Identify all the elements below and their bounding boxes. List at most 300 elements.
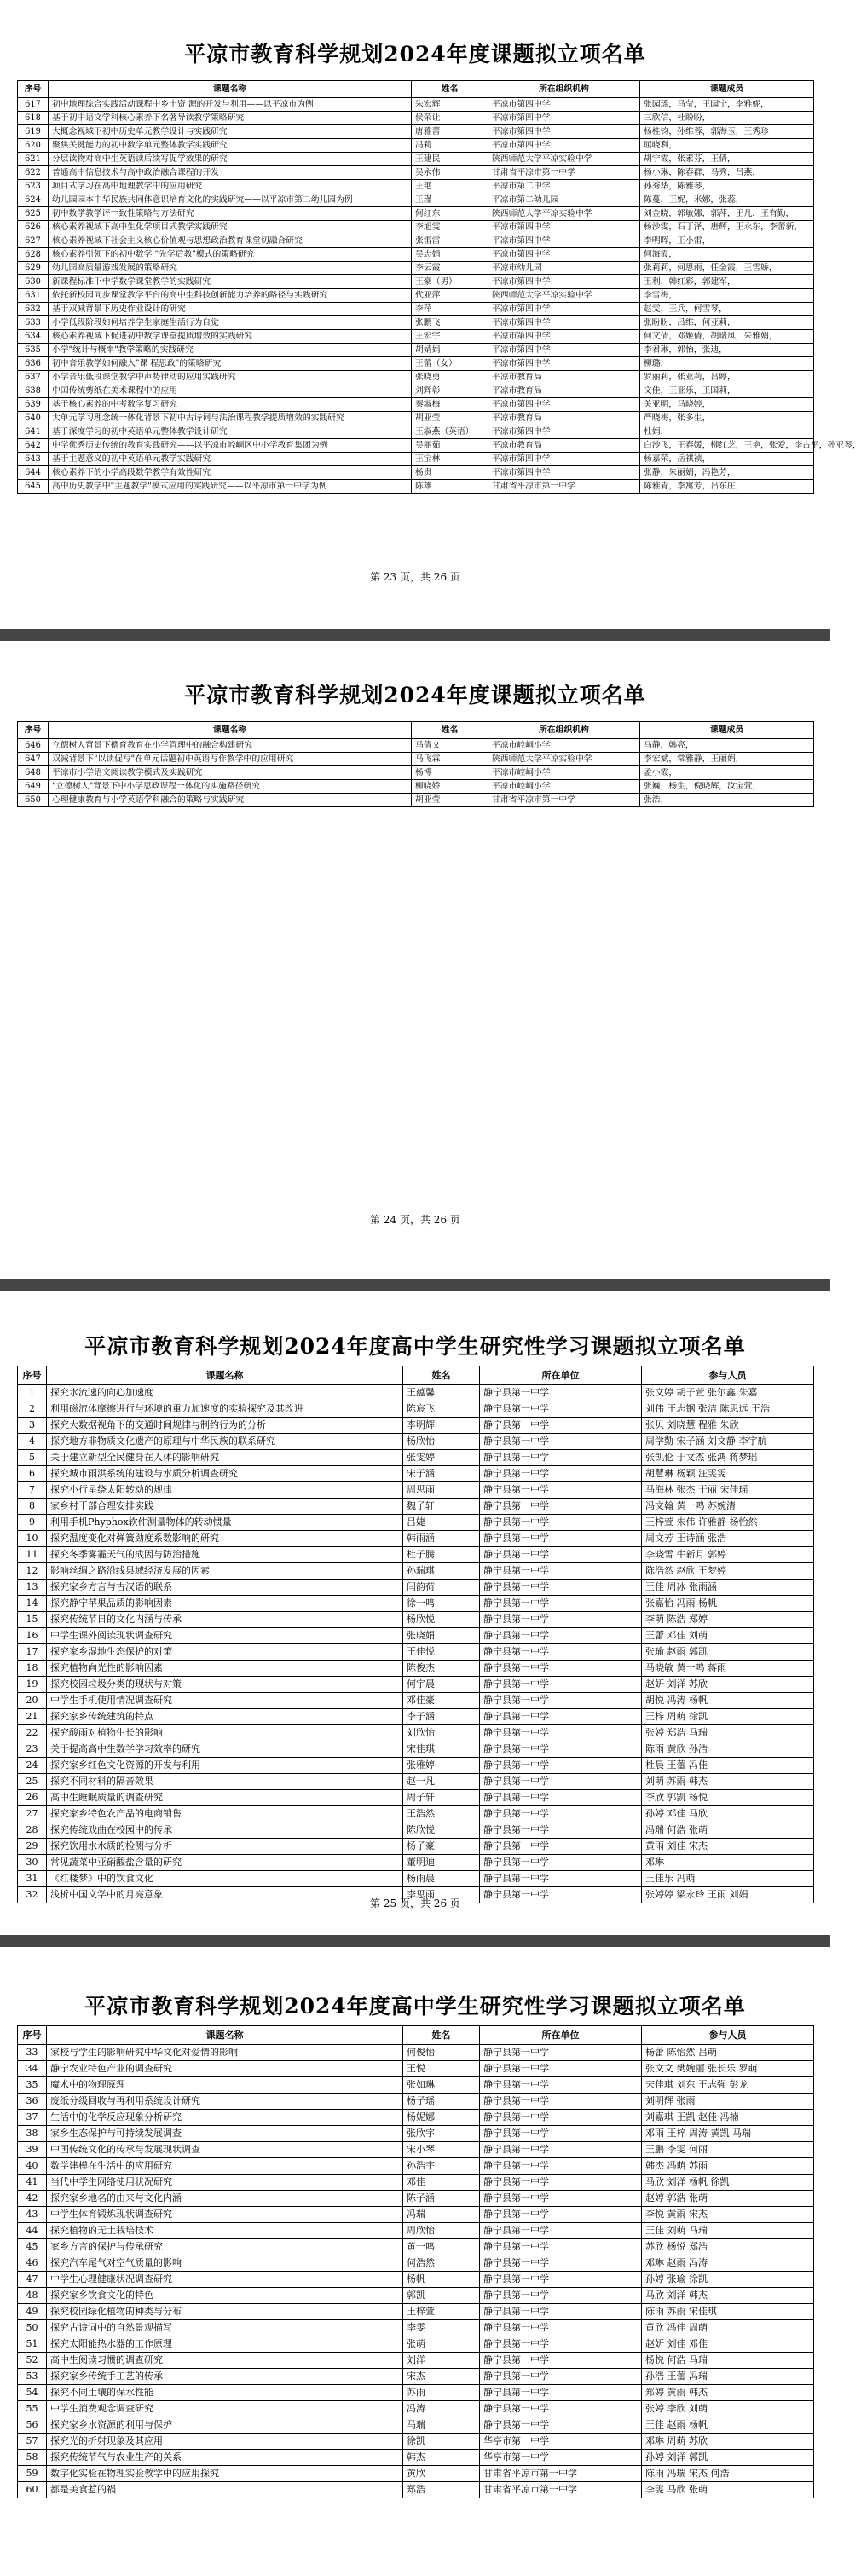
page-number: 第 24 页，共 26 页 [370,1214,460,1226]
row-number: 632 [18,303,49,316]
leader-name: 韩雨涵 [403,1531,480,1547]
row-number: 17 [18,1644,47,1661]
leader-name: 陈雄 [412,480,488,494]
project-title: 小学"统计与概率"教学策略的实践研究 [49,344,412,357]
members: 刘明辉 张雨 [642,2094,814,2110]
project-title: 中国传统文化的传承与发展现状调查 [47,2142,403,2158]
organization: 平凉市第四中学 [488,466,640,480]
table-row [18,1580,814,1596]
leader-name: 赵一凡 [403,1774,480,1790]
row-number: 53 [18,2369,47,2385]
organization: 静宁县第一中学 [480,2272,642,2288]
header-cell: 课题名称 [47,2026,403,2045]
organization: 静宁县第一中学 [480,1499,642,1515]
table-row [18,2255,814,2272]
table-row [18,153,814,166]
table-row [18,1628,814,1644]
row-number: 6 [18,1466,47,1482]
leader-name: 李旭雯 [412,221,488,234]
row-number: 1 [18,1385,47,1401]
table-row [18,2207,814,2223]
row-number: 639 [18,398,49,412]
members: 陈雨 冯瑞 宋杰 何浩 [642,2466,814,2482]
table-row [18,1806,814,1822]
organization: 静宁县第一中学 [480,1482,642,1499]
members: 赵雯，王兵，何雪琴， [640,303,814,316]
members: 韩杰 冯萌 苏雨 [642,2158,814,2175]
leader-name: 刘洋 [403,2353,480,2369]
members: 郑婷 黄雨 韩杰 [642,2385,814,2401]
leader-name: 冯涛 [403,2401,480,2417]
table-row [18,1563,814,1580]
organization: 静宁县第一中学 [480,1677,642,1693]
project-title: 利用手机Phyphox软件测量物体的转动惯量 [47,1515,403,1531]
table-row [18,1515,814,1531]
organization: 平凉市第四中学 [488,275,640,289]
leader-name: 马瑞 [403,2417,480,2434]
leader-name: 张晓娟 [403,1628,480,1644]
organization: 静宁县第一中学 [480,1693,642,1709]
row-number: 38 [18,2126,47,2142]
project-title: 静宁农业特色产业的调查研究 [47,2061,403,2077]
header-cell: 所在单位 [480,2026,642,2045]
organization: 平凉市教育局 [488,384,640,398]
row-number: 55 [18,2401,47,2417]
row-number: 40 [18,2158,47,2175]
members: 刘金晓，郭敏娜，郭萍，王凡，王有勤， [640,207,814,221]
row-number: 641 [18,425,49,439]
table-row [18,2369,814,2385]
project-title: 幼儿园高质量游戏发展的策略研究 [49,262,412,275]
leader-name: 郭凯 [403,2288,480,2304]
row-number: 21 [18,1709,47,1725]
leader-name: 秦淑梅 [412,398,488,412]
organization: 静宁县第一中学 [480,1628,642,1644]
table-row [18,1677,814,1693]
row-number: 23 [18,1741,47,1758]
row-number: 36 [18,2094,47,2110]
table-row [18,794,814,807]
table-row [18,753,814,766]
organization: 甘肃省平凉市第一中学 [488,480,640,494]
members: 陈浩然 赵欣 王梦婷 [642,1563,814,1580]
project-title: 探究汽车尾气对空气质量的影响 [47,2255,403,2272]
header-cell: 姓名 [403,1366,480,1385]
leader-name: 宋杰 [403,2369,480,2385]
table-row [18,1758,814,1774]
project-title: 魔术中的物理原理 [47,2077,403,2094]
row-number: 31 [18,1871,47,1887]
members: 周文芳 王诗涵 张浩 [642,1531,814,1547]
row-number: 624 [18,193,49,207]
leader-name: 何俊怡 [403,2045,480,2061]
project-title: 普通高中信息技术与高中政治融合课程的开发 [49,166,412,180]
table-header-row [18,722,814,739]
row-number: 15 [18,1612,47,1628]
members: 刘萌 苏雨 韩杰 [642,1774,814,1790]
organization: 静宁县第一中学 [480,1822,642,1839]
organization: 平凉市第四中学 [488,316,640,330]
row-number: 650 [18,794,49,807]
leader-name: 胡婧娟 [412,344,488,357]
page-25 [0,1291,830,1935]
organization: 静宁县第一中学 [480,1855,642,1871]
members: 屈晓利， [640,139,814,153]
leader-name: 吴永伟 [412,166,488,180]
table-row [18,2450,814,2466]
organization: 静宁县第一中学 [480,2191,642,2207]
members: 马晓敏 黄一鸣 蒋雨 [642,1661,814,1677]
project-title: 探究酸雨对植物生长的影响 [47,1725,403,1741]
members: 王鹏 李雯 何丽 [642,2142,814,2158]
members: 李君琳，郭怡，张迪， [640,344,814,357]
table-row [18,2158,814,2175]
organization: 平凉市第四中学 [488,344,640,357]
table-row [18,1725,814,1741]
members: 王梓萱 朱伟 许雅静 杨怡然 [642,1515,814,1531]
table-row [18,1499,814,1515]
student-project-table [17,2025,814,2498]
project-title: 初中数学教学评一致性策略与方法研究 [49,207,412,221]
table-row [18,2466,814,2482]
members: 王梓 周萌 徐凯 [642,1709,814,1725]
project-title: 生活中的化学反应现象分析研究 [47,2110,403,2126]
leader-name: 韩杰 [403,2450,480,2466]
members: 王蕾 邓佳 刘萌 [642,1628,814,1644]
members: 罗丽莉，张亚莉，吕婷， [640,371,814,384]
project-title: 探究家乡传统手工艺的传承 [47,2369,403,2385]
row-number: 8 [18,1499,47,1515]
project-title: 初中音乐教学如何融入"课 程思政"的策略研究 [49,357,412,371]
project-title: 数字化实验在物理实验教学中的应用探究 [47,2466,403,2482]
leader-name: 柳晓娇 [412,780,488,794]
row-number: 648 [18,766,49,780]
leader-name: 吴志娟 [412,248,488,262]
header-cell: 所在单位 [480,1366,642,1385]
leader-name: 王宝林 [412,453,488,466]
leader-name: 王佳悦 [403,1644,480,1661]
members: 杨悦 何浩 马瑞 [642,2353,814,2369]
table-row [18,2061,814,2077]
leader-name: 邓佳 [403,2175,480,2191]
organization: 静宁县第一中学 [480,2045,642,2061]
row-number: 620 [18,139,49,153]
leader-name: 张萌 [403,2336,480,2353]
table-row [18,2126,814,2142]
table-row [18,2239,814,2255]
project-title: 探究地方非物质文化遗产的原理与中华民族的联系研究 [47,1434,403,1450]
row-number: 30 [18,1855,47,1871]
leader-name: 王蕴馨 [403,1385,480,1401]
project-title: 探究家乡水资源的利用与保护 [47,2417,403,2434]
row-number: 37 [18,2110,47,2126]
table-row [18,2191,814,2207]
members: 孙婷 张瑜 徐凯 [642,2272,814,2288]
row-number: 630 [18,275,49,289]
row-number: 20 [18,1693,47,1709]
leader-name: 苏雨 [403,2385,480,2401]
leader-name: 杨贵 [412,466,488,480]
leader-name: 王蕾（女） [412,357,488,371]
leader-name: 张雅婷 [403,1758,480,1774]
project-title: 关于建立新型全民健身在人体的影响研究 [47,1450,403,1466]
organization: 静宁县第一中学 [480,2077,642,2094]
members: 李萌 陈浩 郑婷 [642,1612,814,1628]
members: 杜娟， [640,425,814,439]
leader-name: 王瑾 [412,193,488,207]
table-row [18,453,814,466]
leader-name: 王淑燕（英语） [412,425,488,439]
table-row [18,275,814,289]
organization: 静宁县第一中学 [480,2239,642,2255]
project-title: 项目式学习在高中地理教学中的应用研究 [49,180,412,193]
organization: 静宁县第一中学 [480,1434,642,1450]
leader-name: 侯荣让 [412,112,488,125]
organization: 静宁县第一中学 [480,1547,642,1563]
row-number: 27 [18,1806,47,1822]
project-title: 探究饮用水水质的检测与分析 [47,1839,403,1855]
organization: 静宁县第一中学 [480,1385,642,1401]
project-title: 探究家乡方言与古汉语的联系 [47,1580,403,1596]
leader-name: 王宏宇 [412,330,488,344]
organization: 平凉市第二幼儿园 [488,193,640,207]
project-table [17,80,861,494]
organization: 静宁县第一中学 [480,1661,642,1677]
members: 赵妍 刘洋 苏欣 [642,1677,814,1693]
members: 陈蔓，王妮，米娜，张蕊， [640,193,814,207]
project-title: 新课程标准下中学数学课堂教学的实践研究 [49,275,412,289]
table-row [18,2482,814,2498]
organization: 平凉市第四中学 [488,221,640,234]
project-title: 探究城市雨洪系统的建设与水质分析调查研究 [47,1466,403,1482]
row-number: 635 [18,344,49,357]
organization: 平凉市教育局 [488,371,640,384]
leader-name: 邓佳豪 [403,1693,480,1709]
row-number: 25 [18,1774,47,1790]
row-number: 618 [18,112,49,125]
row-number: 28 [18,1822,47,1839]
row-number: 9 [18,1515,47,1531]
members: 冯瑞 何浩 张萌 [642,1822,814,1839]
leader-name: 杨子瑶 [403,2094,480,2110]
project-title: 聚焦关键能力的初中数学单元整体教学实践研究 [49,139,412,153]
members: 杨桂钧，孙维蓉，郭海玉，王秀珍 [640,125,814,139]
organization: 静宁县第一中学 [480,1709,642,1725]
organization: 静宁县第一中学 [480,2385,642,2401]
members: 张巍，杨生，倪晓辉，汝宝萱， [640,780,814,794]
project-title: 探究光的折射现象及其应用 [47,2434,403,2450]
row-number: 623 [18,180,49,193]
organization: 甘肃省平凉市第一中学 [488,794,640,807]
leader-name: 杨欣怡 [403,1434,480,1450]
project-title: 浅析中国文学中的月亮意象 [47,1887,403,1903]
project-title: 常见蔬菜中亚硝酸盐含量的研究 [47,1855,403,1871]
members: 马海林 张杰 于丽 宋佳瑶 [642,1482,814,1499]
leader-name: 徐一鸣 [403,1596,480,1612]
project-title: 中学生消费观念调查研究 [47,2401,403,2417]
members: 邓琳 周萌 苏欣 [642,2434,814,2450]
row-number: 59 [18,2466,47,2482]
project-title: 基于双减背景下历史作业设计的研究 [49,303,412,316]
table-row [18,2272,814,2288]
project-title: 探究水流速的向心加速度 [47,1385,403,1401]
project-title: 探究校园垃圾分类的现状与对策 [47,1677,403,1693]
leader-name: 何红东 [412,207,488,221]
header-cell: 序号 [18,2026,47,2045]
members: 杨嘉荣，岳祺祯， [640,453,814,466]
project-title: 小学音乐低段课堂教学中声势律动的应用实践研究 [49,371,412,384]
table-row [18,2336,814,2353]
organization: 静宁县第一中学 [480,1644,642,1661]
project-title: 《红楼梦》中的饮食文化 [47,1871,403,1887]
table-row [18,180,814,193]
row-number: 50 [18,2320,47,2336]
table-row [18,2110,814,2126]
organization: 平凉市第四中学 [488,125,640,139]
page-divider [0,1935,830,1947]
leader-name: 李子涵 [403,1709,480,1725]
members: 冯文翰 黄一鸣 苏婉清 [642,1499,814,1515]
members: 张静，朱丽娟，冯艳芳， [640,466,814,480]
leader-name: 郑浩 [403,2482,480,2498]
table-row [18,98,814,112]
members: 张园瑶，马莹，王园宁，李雅妮， [640,98,814,112]
organization: 静宁县第一中学 [480,1563,642,1580]
project-title: 基于核心素养的中考数学复习研究 [49,398,412,412]
organization: 静宁县第一中学 [480,2061,642,2077]
project-title: 立德树人背景下德育教育在小学管理中的融合构建研究 [49,739,412,753]
leader-name: 代亚萍 [412,289,488,303]
row-number: 622 [18,166,49,180]
organization: 静宁县第一中学 [480,1401,642,1418]
members: 王佳 刘萌 马瑞 [642,2223,814,2239]
members: 陈雨 苏雨 宋佳琪 [642,2304,814,2320]
project-title: 基于主题意义的初中英语单元教学实践研究 [49,453,412,466]
organization: 甘肃省平凉市第一中学 [480,2482,642,2498]
leader-name: 杨欣悦 [403,1612,480,1628]
members: 陈雨 黄欣 孙浩 [642,1741,814,1758]
leader-name: 冯莉 [412,139,488,153]
project-title: 家校与学生的影响研究中华文化对爱情的影响 [47,2045,403,2061]
members: 文佳，王亚乐，王国莉， [640,384,814,398]
row-number: 42 [18,2191,47,2207]
row-number: 60 [18,2482,47,2498]
table-row [18,2142,814,2158]
project-title: 核心素养视域下促进初中数学课堂提质增效的实践研究 [49,330,412,344]
leader-name: 胡亚莹 [412,412,488,425]
project-title: 中学生体育锻炼现状调查研究 [47,2207,403,2223]
organization: 静宁县第一中学 [480,1806,642,1822]
leader-name: 宋子涵 [403,1466,480,1482]
project-title: 中国传统剪纸在美术课程中的应用 [49,384,412,398]
project-title: 探究家乡特色农产品的电商销售 [47,1806,403,1822]
project-title: 大概念视域下初中历史单元教学设计与实践研究 [49,125,412,139]
organization: 平凉市第四中学 [488,303,640,316]
leader-name: 宋小琴 [403,2142,480,2158]
organization: 平凉市第四中学 [488,98,640,112]
members: 白沙飞，王春媛，柳红芝，王艳，张爱，李占平，孙亚琴， [640,439,814,453]
header-cell: 课题名称 [49,81,412,98]
leader-name: 杨子豪 [403,1839,480,1855]
members: 邓琳 [642,1855,814,1871]
members: 刘嘉琪 王凯 赵佳 冯楠 [642,2110,814,2126]
organization: 陕西师范大学平凉实验中学 [488,153,640,166]
leader-name: 杨帆 [403,2272,480,2288]
table-row [18,371,814,384]
leader-name: 马倩文 [412,739,488,753]
organization: 静宁县第一中学 [480,2223,642,2239]
table-row [18,2094,814,2110]
members: 王佳 周冰 张雨涵 [642,1580,814,1596]
table-row [18,1612,814,1628]
row-number: 56 [18,2417,47,2434]
project-title: 高中生睡眠质量的调查研究 [47,1790,403,1806]
members: 王佳 赵雨 杨帆 [642,2417,814,2434]
organization: 静宁县第一中学 [480,1839,642,1855]
table-row [18,2077,814,2094]
row-number: 33 [18,2045,47,2061]
project-title: 核心素养引领下的初中数学 "先学后教"模式的策略研究 [49,248,412,262]
organization: 静宁县第一中学 [480,1515,642,1531]
members: 胡宁霞，张素芬，王倩， [640,153,814,166]
organization: 平凉市第四中学 [488,425,640,439]
table-row [18,1531,814,1547]
leader-name: 李明辉 [403,1418,480,1434]
leader-name: 朱宏辉 [412,98,488,112]
page-title: 平凉市教育科学规划2024年度课题拟立项名单 [184,683,646,708]
header-cell: 课题成员 [640,722,814,739]
table-header-row [18,2026,814,2045]
project-title: 关于提高高中生数学学习效率的研究 [47,1741,403,1758]
members: 张瑜 赵雨 郭凯 [642,1644,814,1661]
table-row [18,2304,814,2320]
organization: 静宁县第一中学 [480,1790,642,1806]
project-title: 基于初中语文学科核心素养下名著导读教学策略研究 [49,112,412,125]
organization: 华亭市第一中学 [480,2434,642,2450]
project-title: 探究冬季雾霾天气的成因与防治措施 [47,1547,403,1563]
row-number: 631 [18,289,49,303]
members: 张盼盼，吕维，何亚莉， [640,316,814,330]
leader-name: 李思雨 [403,1887,480,1903]
organization: 静宁县第一中学 [480,2304,642,2320]
table-row [18,1790,814,1806]
project-title: 都是美食惹的祸 [47,2482,403,2498]
project-title: 初中地理综合实践活动课程中乡土资 源的开发与利用——以平凉市为例 [49,98,412,112]
row-number: 13 [18,1580,47,1596]
table-row [18,316,814,330]
table-row [18,1644,814,1661]
table-row [18,2417,814,2434]
organization: 静宁县第一中学 [480,2110,642,2126]
header-cell: 课题名称 [47,1366,403,1385]
leader-name: 魏子轩 [403,1499,480,1515]
project-title: 探究家乡饮食文化的特色 [47,2288,403,2304]
organization: 静宁县第一中学 [480,2255,642,2272]
project-table [17,721,814,807]
row-number: 633 [18,316,49,330]
organization: 静宁县第一中学 [480,2158,642,2175]
table-row [18,248,814,262]
members: 张文文 樊婉丽 张长乐 罗萌 [642,2061,814,2077]
members: 邓琳 赵雨 冯涛 [642,2255,814,2272]
page-title: 平凉市教育科学规划2024年度课题拟立项名单 [184,42,646,66]
project-title: 当代中学生网络使用状况研究 [47,2175,403,2191]
organization: 静宁县第一中学 [480,1596,642,1612]
organization: 静宁县第一中学 [480,1612,642,1628]
members: 张文婷 胡子萱 张尔鑫 朱嘉 [642,1385,814,1401]
table-header-row [18,1366,814,1385]
organization: 静宁县第一中学 [480,1887,642,1903]
